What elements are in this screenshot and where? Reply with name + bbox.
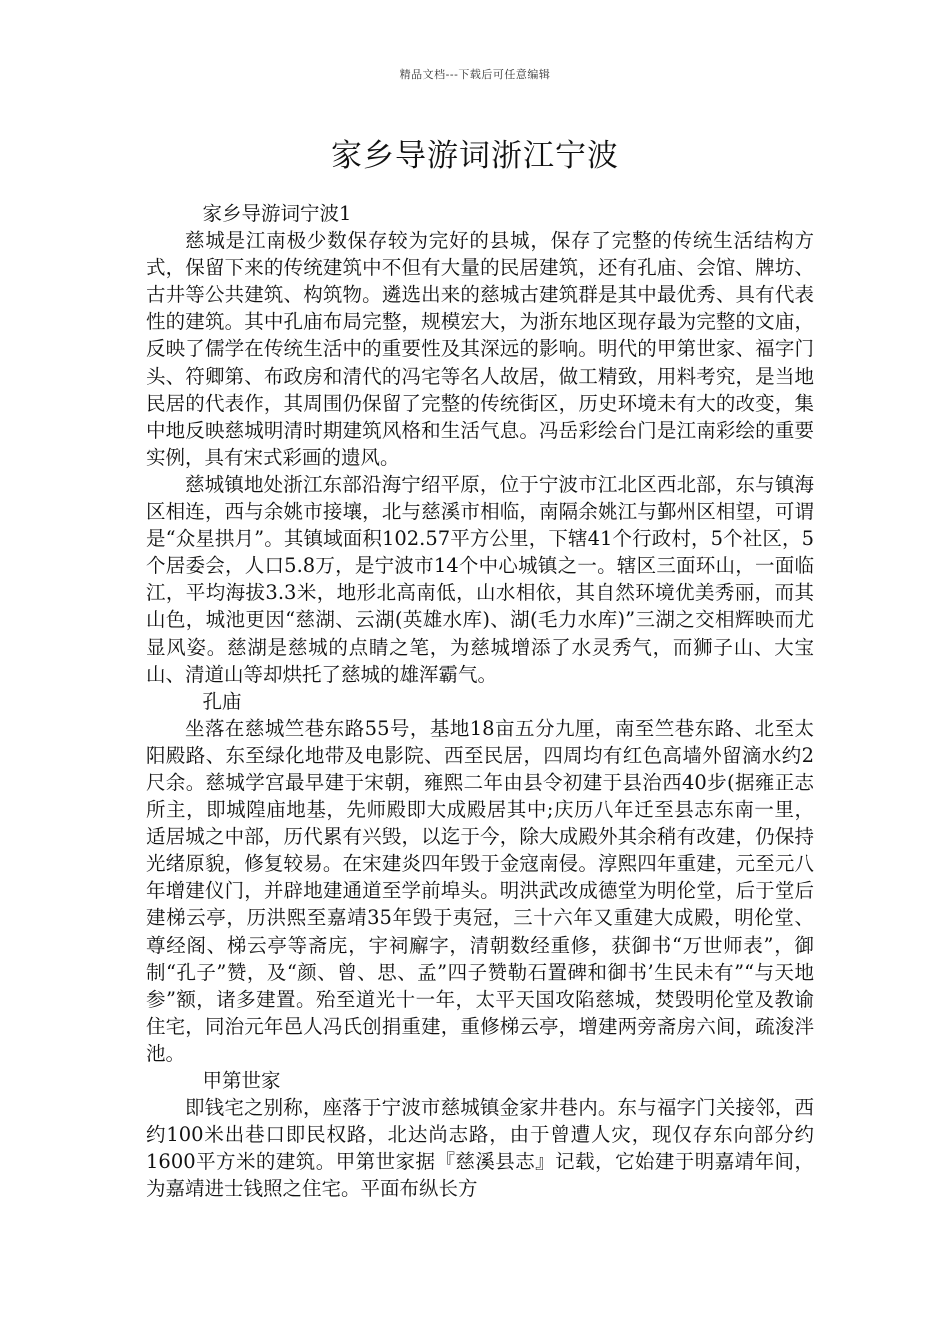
body-paragraph: 慈城镇地处浙江东部沿海宁绍平原，位于宁波市江北区西北部，东与镇海区相连，西与余姚市接壤，北与慈溪市相临，南隔余姚江与鄞州区相望，可谓是“众星拱月”。其镇域面积102.57平方公里，下辖41个行政村，5个社区，5个居委会，人口5.8万，是宁波市14个中心城镇之一。辖区三面环山，一面临江，平均海拔3.3米，地形北高南低，山水相依，其自然环境优美秀丽，而其山色，城池更因“慈湖、云湖(英雄水库)、湖(毛力水库)”三湖之交相辉映而尤显风姿。慈湖是慈城的点睛之笔，为慈城增添了水灵秀气，而狮子山、大宝山、清道山等却烘托了慈城的雄浑霸气。 [146,472,814,686]
section-heading: 家乡导游词宁波1 [202,202,352,225]
body-paragraph: 即钱宅之别称，座落于宁波市慈城镇金家井巷内。东与福字门关接邻，西约100米出巷口即民权路，北达尚志路，由于曾遭人灾，现仅存东向部分约1600平方米的建筑。甲第世家据『慈溪县志』记载，它始建于明嘉靖年间，为嘉靖进士钱照之住宅。平面布纵长方 [146,1096,814,1201]
section-heading: 甲第世家 [202,1069,281,1092]
section-heading: 孔庙 [202,689,242,713]
document-body [146,200,814,1202]
body-paragraph: 慈城是江南极少数保存较为完好的县城，保存了完整的传统生活结构方式，保留下来的传统建筑中不但有大量的民居建筑，还有孔庙、会馆、牌坊、古井等公共建筑、构筑物。遴选出来的慈城古建筑群是其中最优秀、具有代表性的建筑。其中孔庙布局完整，规模宏大，为浙东地区现存最为完整的文庙，反映了儒学在传统生活中的重要性及其深远的影响。明代的甲第世家、福字门头、符卿第、布政房和清代的冯宅等名人故居，做工精致，用料考究，是当地民居的代表作，其周围仍保留了完整的传统街区，历史环境未有大的改变，集中地反映慈城明清时期建筑风格和生活气息。冯岳彩绘台门是江南彩绘的重要实例，具有宋式彩画的遗风。 [146,229,814,469]
document-title: 家乡导游词浙江宁波 [331,138,619,174]
body-paragraph: 坐落在慈城竺巷东路55号，基地18亩五分九厘，南至竺巷东路、北至太阳殿路、东至绿化地带及电影院、西至民居，四周均有红色高墙外留滴水约2尺余。慈城学宫最早建于宋朝，雍熙二年由县令初建于县治西40步(据雍正志所主，即城隍庙地基，先师殿即大成殿居其中;庆历八年迁至县志东南一里，适居城之中部，历代累有兴毁，以迄于今，除大成殿外其余稍有改建，仍保持光绪原貌，修复较易。在宋建炎四年毁于金寇南侵。淳熙四年重建，元至元八年增建仪门，并辟地建通道至学前埠头。明洪武改成德堂为明伦堂，后于堂后建梯云亭，历洪熙至嘉靖35年毁于夷冠，三十六年又重建大成殿，明伦堂、尊经阁、梯云亭等斋庑，宇祠廨字，清朝数经重修，获御书“万世师表”，御制“孔子”赞，及“颜、曾、思、孟”四子赞勒石置碑和御书’生民未有”“与天地参”额，诸多建置。殆至道光十一年，太平天国攻陷慈城，焚毁明伦堂及教谕住宅，同治元年邑人冯氏创捐重建，重修梯云亭，增建两旁斋房六间，疏浚泮池。 [146,716,814,1065]
page-header: 精品文档---下载后可任意编辑 [399,68,551,81]
